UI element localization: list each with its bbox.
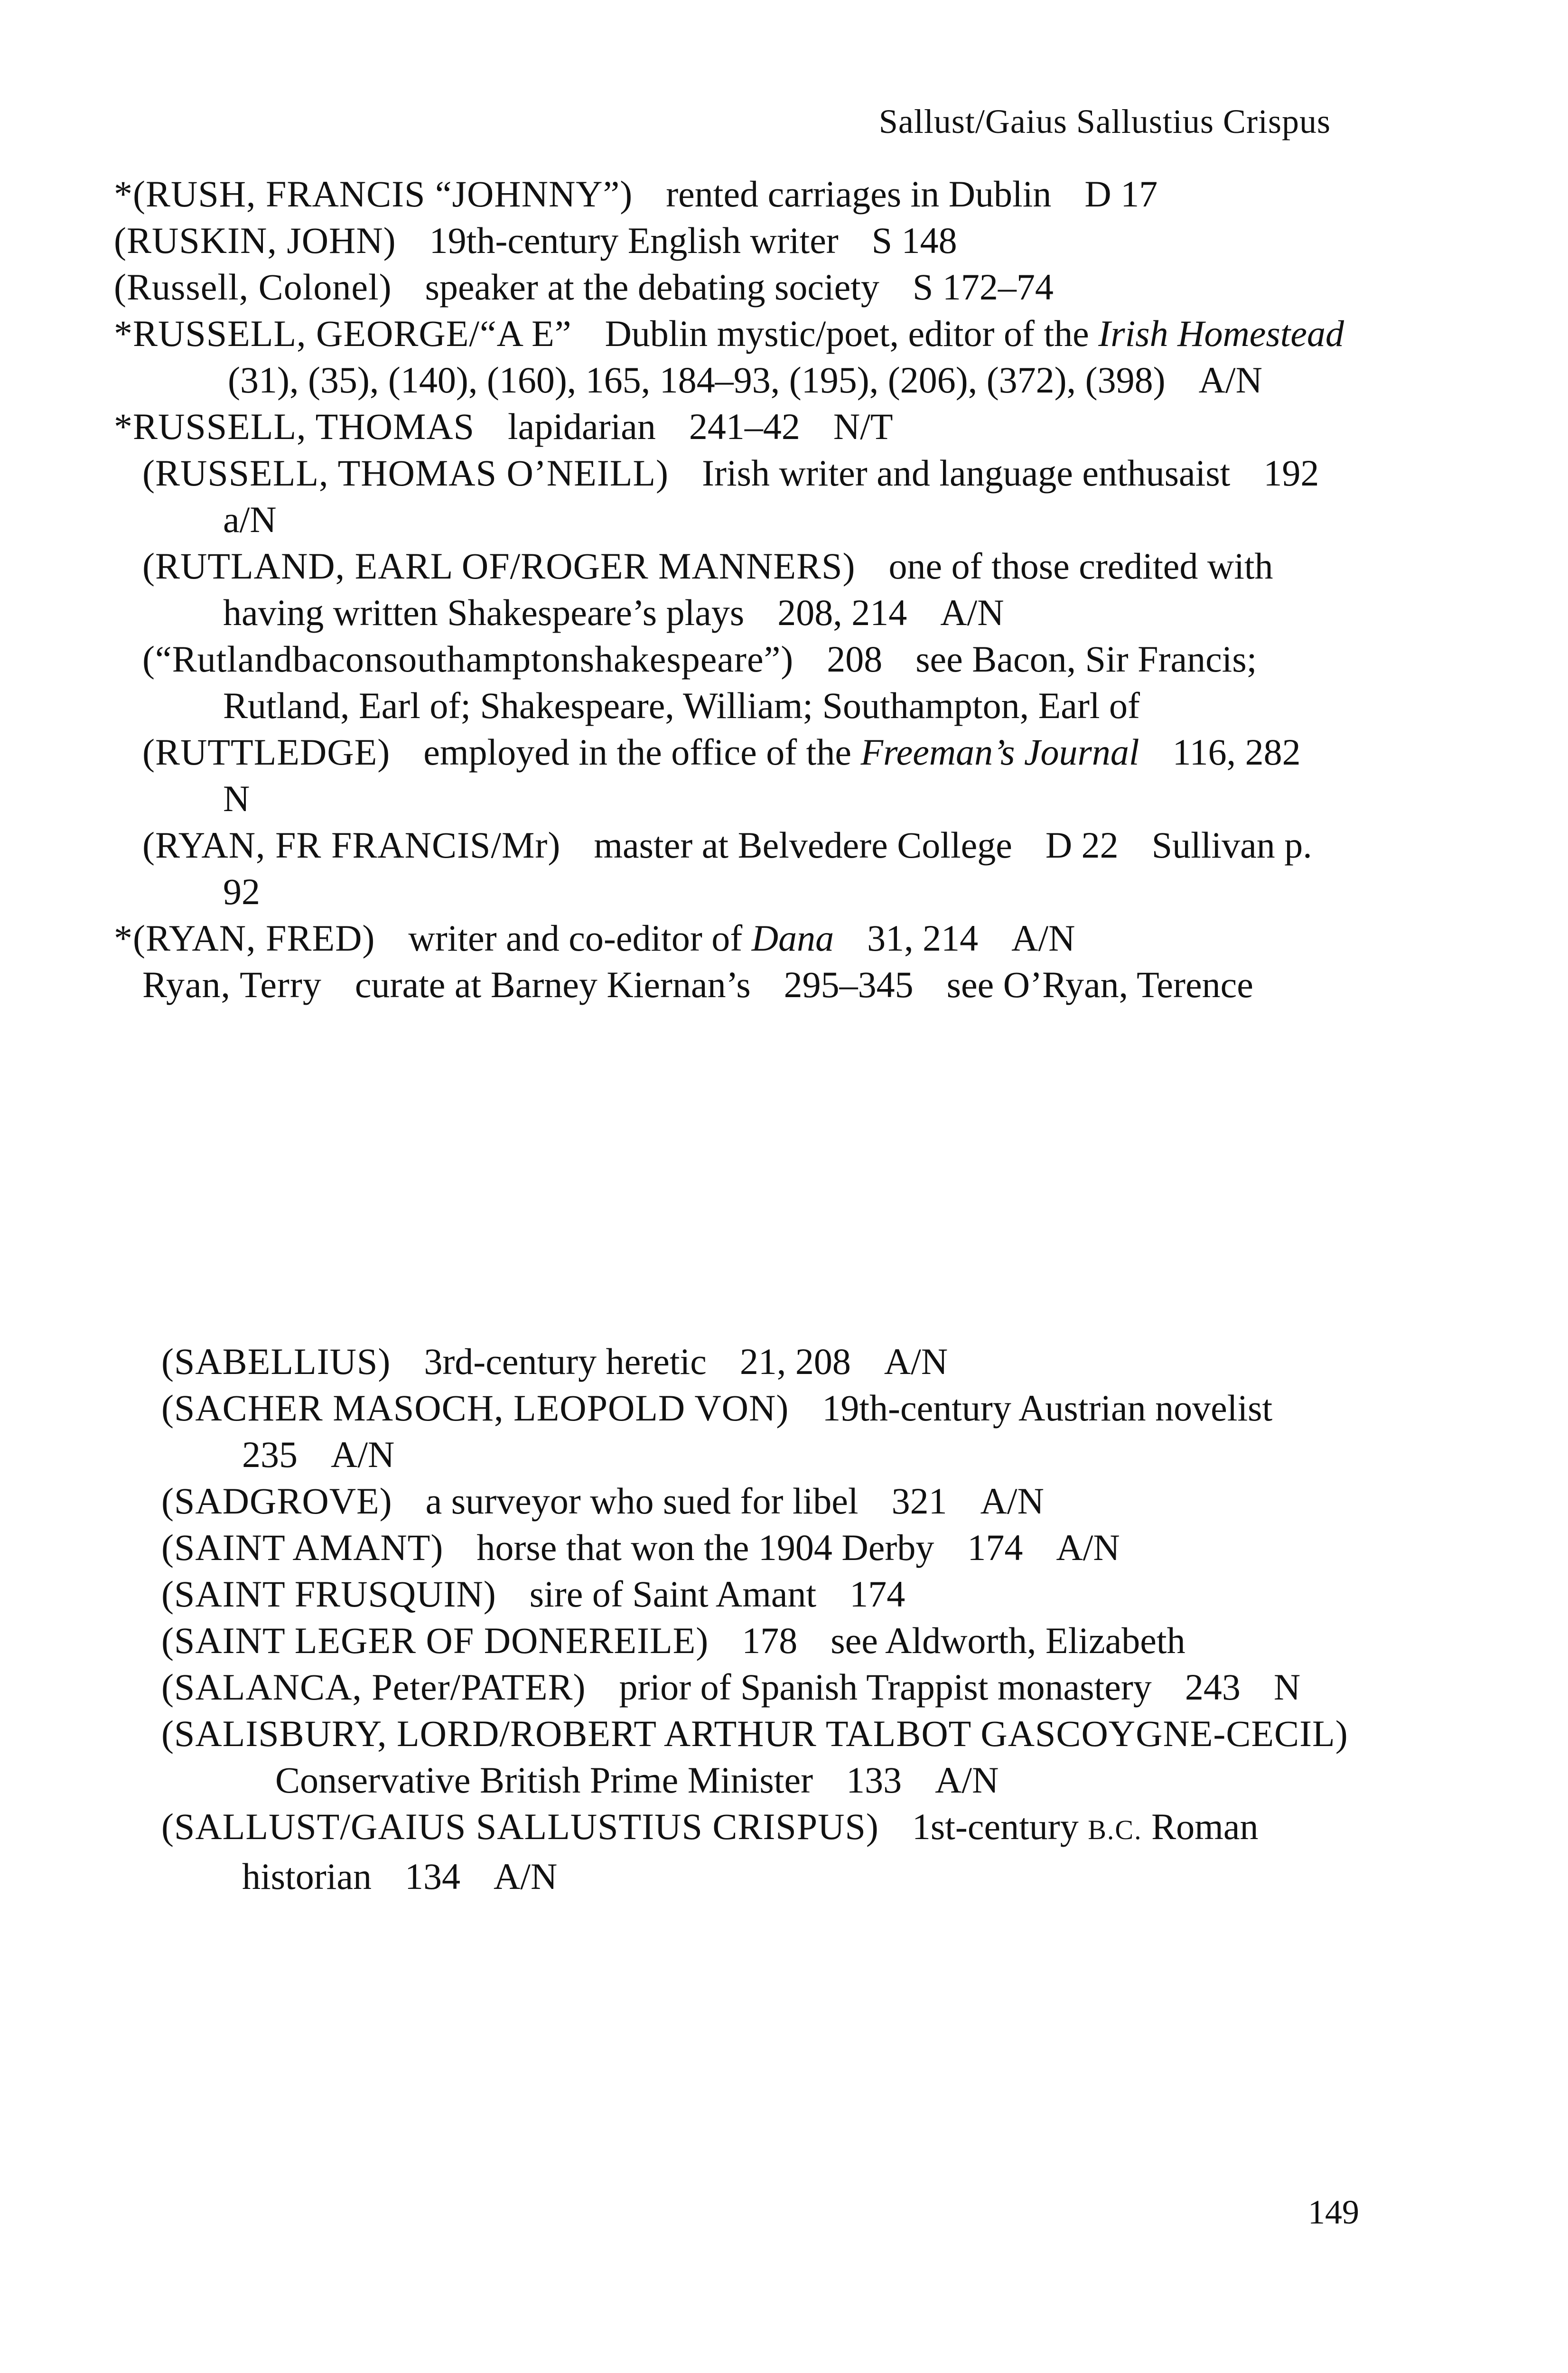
entry-tag: A/N	[980, 1480, 1044, 1522]
entry-desc: 19th-century English writer	[429, 220, 839, 261]
entry-head: *(RUSH, FRANCIS “JOHNNY”)	[114, 173, 633, 215]
entry-refs: 21, 208	[739, 1341, 851, 1382]
entry-desc: 3rd-century heretic	[424, 1341, 707, 1382]
entry-head: (SABELLIUS)	[161, 1341, 391, 1382]
entry-refs: 192	[1263, 452, 1319, 494]
entry-head: (SALANCA, Peter/PATER)	[161, 1666, 586, 1708]
entry-head: (Russell, Colonel)	[114, 266, 392, 308]
entry-desc: lapidarian	[508, 406, 656, 447]
index-entry	[114, 962, 1357, 1008]
index-entry	[114, 310, 1357, 403]
entry-desc: 19th-century Austrian novelist	[822, 1387, 1273, 1429]
entry-refs: (31), (35), (140), (160), 165, 184–93, (195), (206), (372), (398)	[228, 359, 1166, 401]
entry-refs: D 22	[1045, 824, 1119, 866]
entry-head: (SALLUST/GAIUS SALLUSTIUS CRISPUS)	[161, 1806, 879, 1847]
entry-refs: 174	[967, 1527, 1023, 1568]
entry-desc: speaker at the debating society	[425, 266, 879, 308]
running-head: Sallust/Gaius Sallustius Crispus	[878, 103, 1331, 140]
index-entry	[114, 264, 1357, 310]
entry-desc-italic: Freeman’s Journal	[860, 731, 1139, 773]
index-entry	[114, 1710, 1357, 1803]
entry-tag: A/N	[493, 1856, 558, 1897]
entry-tag: see Bacon, Sir Francis; Rutland, Earl of; Shakespeare, William; Southampton, Earl of	[223, 638, 1257, 726]
entry-desc-smallcaps: B.C.	[1088, 1814, 1142, 1845]
entry-desc: 1st-century	[912, 1806, 1079, 1847]
entry-tag: Sullivan p. 92	[223, 824, 1312, 912]
entry-tag: N	[1273, 1666, 1301, 1708]
entry-desc: Dublin mystic/poet, editor of the	[605, 313, 1089, 354]
entry-desc-italic: Dana	[751, 917, 834, 959]
entry-desc: prior of Spanish Trappist monastery	[619, 1666, 1152, 1708]
entry-refs: S 172–74	[912, 266, 1054, 308]
entry-head: (RYAN, FR FRANCIS/Mr)	[142, 824, 561, 866]
index-entry	[114, 1571, 1357, 1617]
index-entry	[114, 1478, 1357, 1524]
entry-refs: 208	[827, 638, 883, 680]
entry-refs: 133	[846, 1759, 902, 1801]
index-entry	[114, 1617, 1357, 1664]
entry-head: *RUSSELL, GEORGE/“A E”	[114, 313, 572, 354]
entry-head: *RUSSELL, THOMAS	[114, 406, 475, 447]
entry-tag: A/N	[1198, 359, 1262, 401]
entry-refs: 31, 214	[867, 917, 979, 959]
index-entry	[114, 1338, 1357, 1385]
entry-desc: writer and co-editor of	[408, 917, 743, 959]
entry-tag: A/N	[884, 1341, 948, 1382]
entry-tag: N/T	[833, 406, 893, 447]
index-entry	[114, 636, 1357, 729]
entry-tag: a/N	[223, 499, 277, 540]
entry-refs: 178	[742, 1620, 798, 1661]
index-entry	[114, 1524, 1357, 1571]
entry-tag: A/N	[935, 1759, 999, 1801]
index-entry	[114, 1803, 1357, 1900]
entry-refs: 116, 282	[1172, 731, 1301, 773]
index-section-s	[114, 1338, 1357, 1900]
entry-tag: N	[223, 778, 250, 819]
entry-head: (SALISBURY, LORD/ROBERT ARTHUR TALBOT GASCOYGNE-CECIL)	[161, 1713, 1348, 1754]
entry-desc-italic: Irish Homestead	[1098, 313, 1344, 354]
entry-head: (SAINT FRUSQUIN)	[161, 1573, 496, 1615]
entry-refs: 134	[404, 1856, 460, 1897]
page-number: 149	[1308, 2193, 1359, 2231]
entry-desc: one of those credited with having written Shakespeare’s plays	[223, 545, 1273, 633]
entry-head: Ryan, Terry	[142, 964, 322, 1005]
entry-refs: S 148	[871, 220, 957, 261]
entry-refs: 295–345	[784, 964, 914, 1005]
entry-desc-tail: Roman historian	[242, 1806, 1259, 1897]
index-entry	[114, 1664, 1357, 1710]
entry-head: (SACHER MASOCH, LEOPOLD VON)	[161, 1387, 789, 1429]
entry-tag: A/N	[1011, 917, 1075, 959]
entry-desc: horse that won the 1904 Derby	[476, 1527, 934, 1568]
entry-refs: 243	[1185, 1666, 1241, 1708]
entry-desc: a surveyor who sued for libel	[425, 1480, 859, 1522]
index-entry	[114, 403, 1357, 450]
entry-head: (“Rutlandbaconsouthamptonshakespeare”)	[142, 638, 794, 680]
entry-head: *(RYAN, FRED)	[114, 917, 375, 959]
entry-tag: see Aldworth, Elizabeth	[831, 1620, 1185, 1661]
entry-refs: 241–42	[689, 406, 800, 447]
entry-head: (SAINT LEGER OF DONEREILE)	[161, 1620, 709, 1661]
index-entry	[114, 171, 1357, 217]
entry-tag: see O’Ryan, Terence	[946, 964, 1253, 1005]
index-entry	[114, 729, 1357, 822]
entry-refs: 174	[849, 1573, 905, 1615]
index-section-r	[114, 171, 1357, 1008]
index-entry	[114, 822, 1357, 915]
entry-head: (RUTTLEDGE)	[142, 731, 391, 773]
entry-tag: A/N	[940, 592, 1004, 633]
index-entry	[114, 915, 1357, 962]
entry-desc: curate at Barney Kiernan’s	[355, 964, 751, 1005]
entry-desc: Irish writer and language enthusaist	[702, 452, 1231, 494]
entry-refs: D 17	[1084, 173, 1158, 215]
entry-desc: master at Belvedere College	[594, 824, 1012, 866]
entry-tag: A/N	[331, 1434, 395, 1475]
index-entry	[114, 450, 1357, 543]
entry-head: (SADGROVE)	[161, 1480, 392, 1522]
entry-refs: 321	[891, 1480, 947, 1522]
entry-desc: rented carriages in Dublin	[666, 173, 1052, 215]
entry-refs: 208, 214	[777, 592, 907, 633]
entry-head: (RUSSELL, THOMAS O’NEILL)	[142, 452, 669, 494]
entry-head: (RUSKIN, JOHN)	[114, 220, 396, 261]
index-entry	[114, 543, 1357, 636]
index-entry	[114, 1385, 1357, 1478]
entry-head: (RUTLAND, EARL OF/ROGER MANNERS)	[142, 545, 856, 587]
entry-tag: A/N	[1056, 1527, 1120, 1568]
entry-desc: sire of Saint Amant	[529, 1573, 817, 1615]
entry-desc: employed in the office of the	[423, 731, 851, 773]
entry-head: (SAINT AMANT)	[161, 1527, 444, 1568]
entry-refs: 235	[242, 1434, 298, 1475]
entry-desc: Conservative British Prime Minister	[275, 1759, 813, 1801]
index-entry	[114, 217, 1357, 264]
